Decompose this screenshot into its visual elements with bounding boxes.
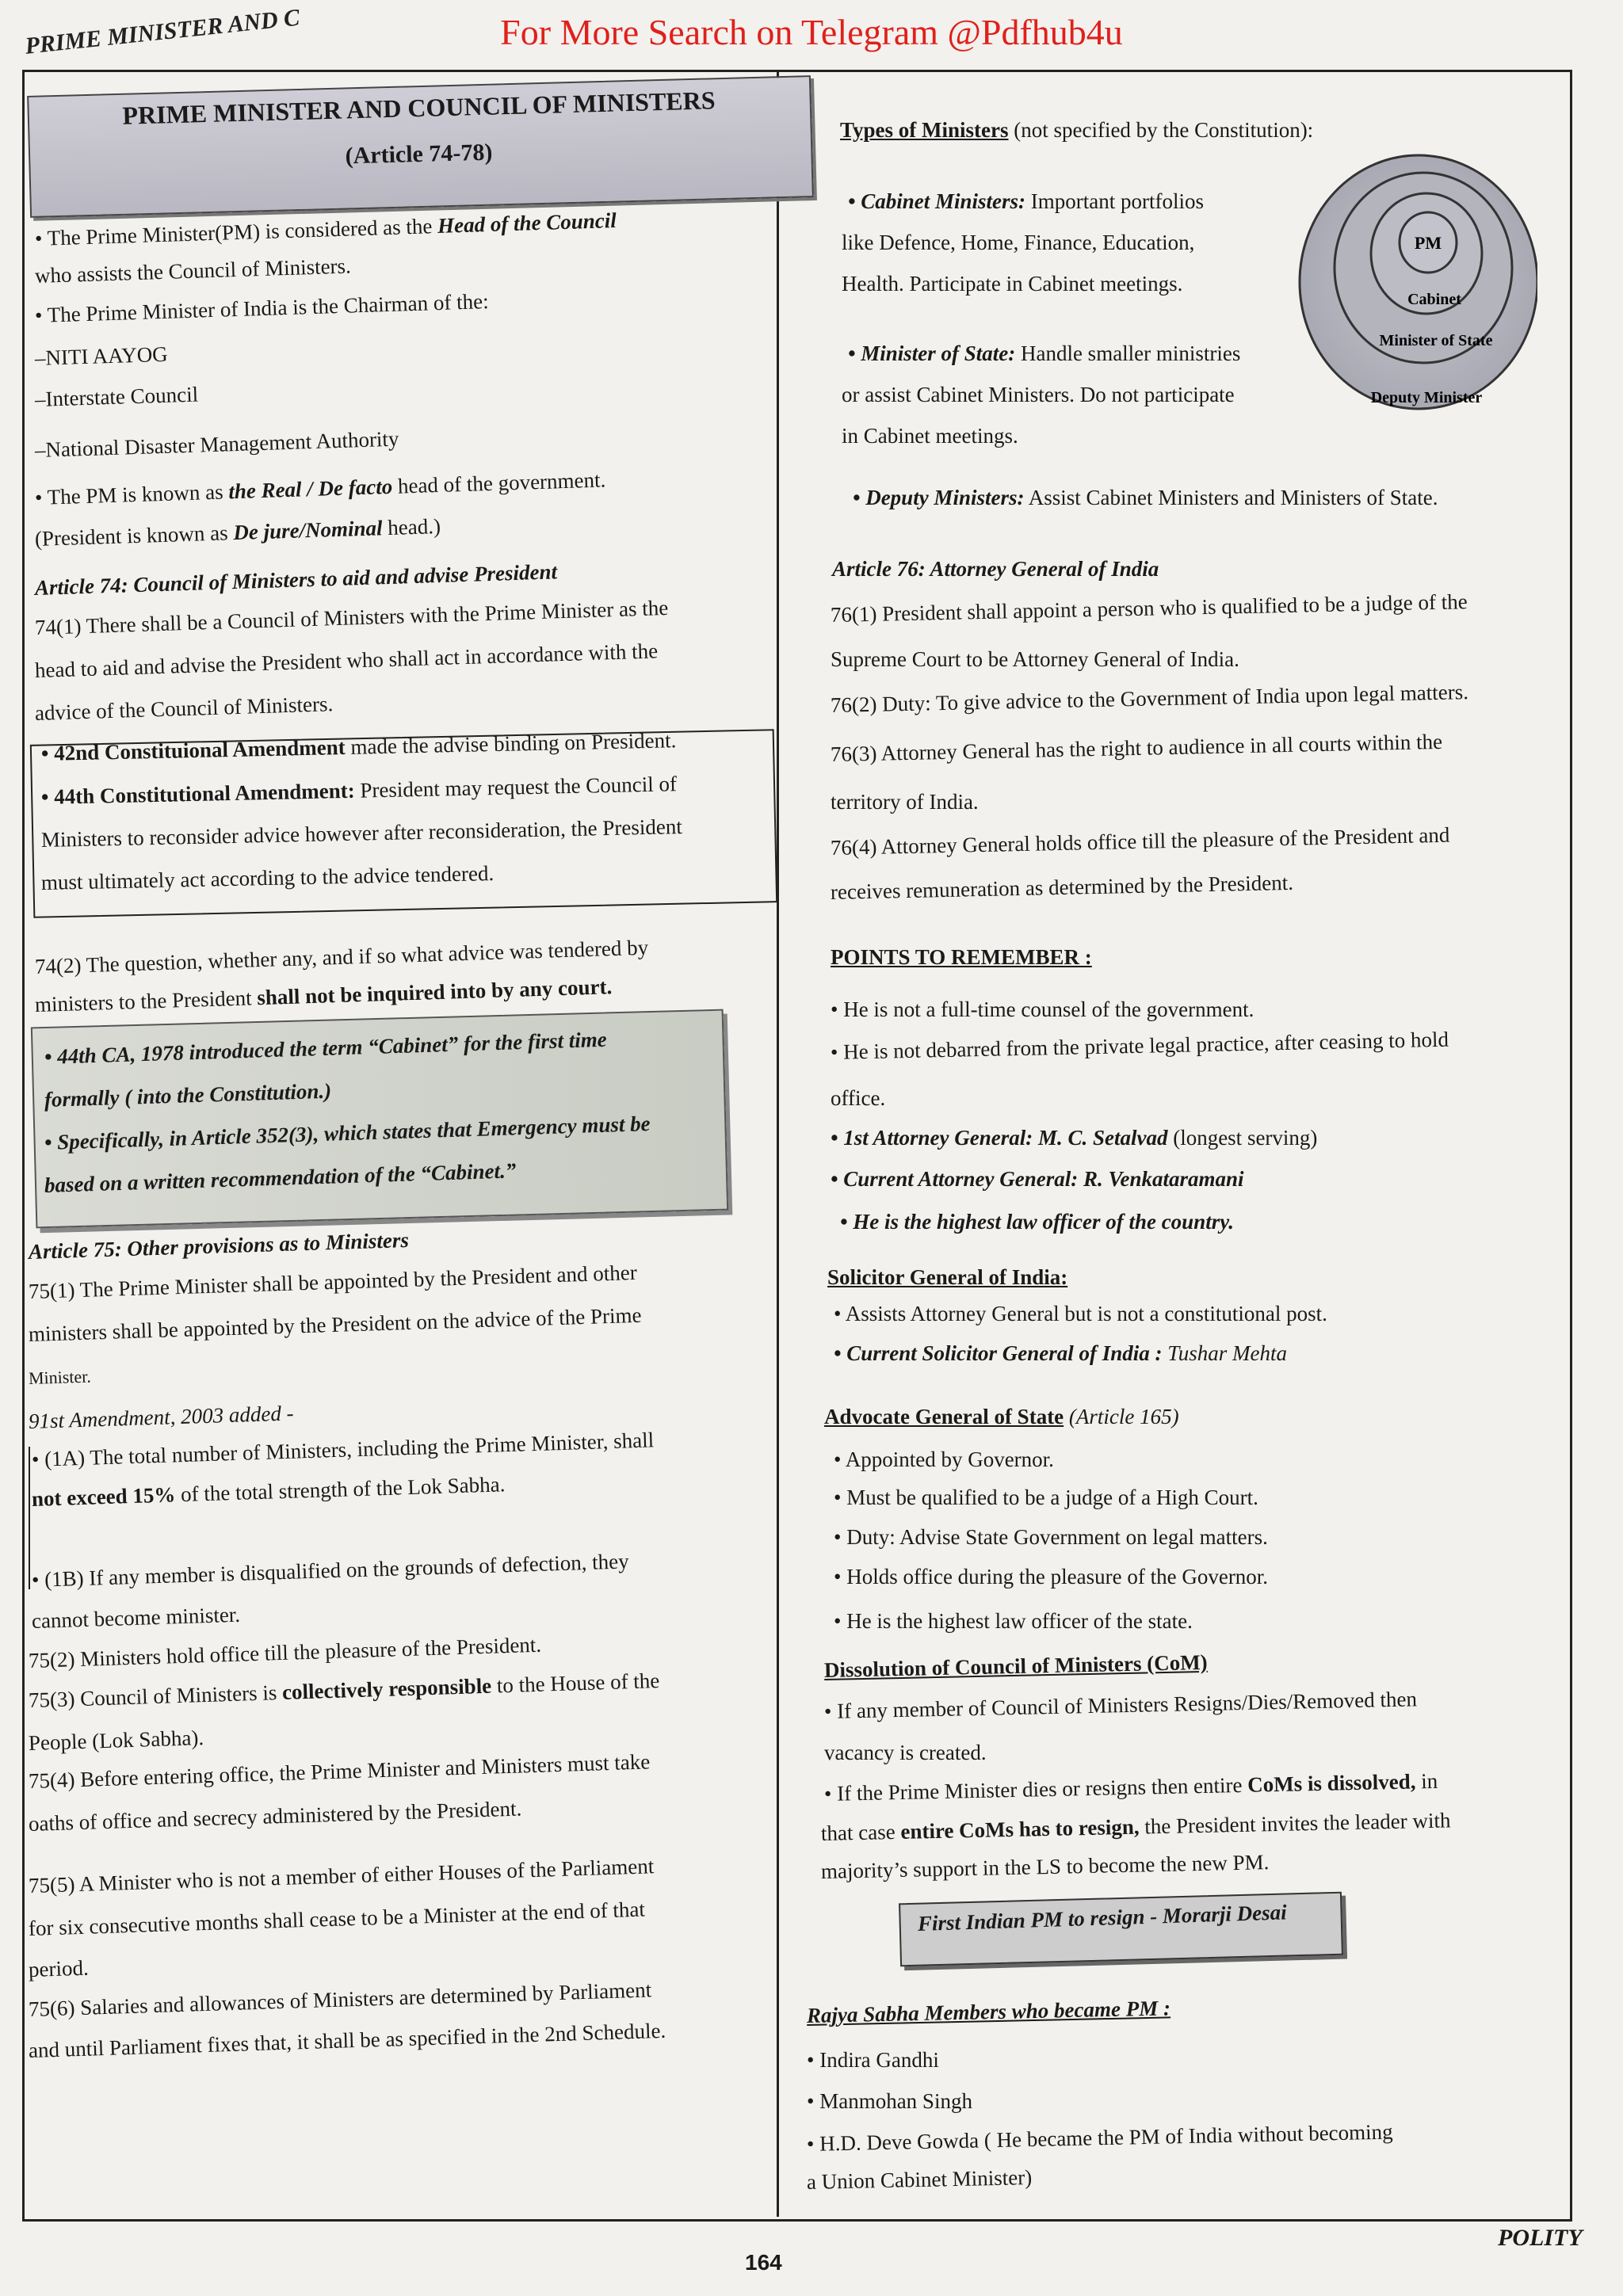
list-item: • Assists Attorney General but is not a constitutional post. — [834, 1302, 1327, 1325]
list-item: office. — [831, 1086, 886, 1110]
list-item: a Union Cabinet Minister) — [806, 2165, 1033, 2194]
list-item: • Current Solicitor General of India : Tushar Mehta — [834, 1341, 1288, 1365]
rajya-sabha-heading: Rajya Sabha Members who became PM : — [806, 1996, 1171, 2027]
advocate-heading: Advocate General of State (Article 165) — [824, 1405, 1179, 1428]
text-line: based on a written recommendation of the “Cabinet.” — [44, 1158, 517, 1197]
text-line: • (1A) The total number of Ministers, including the Prime Minister, shall — [31, 1428, 655, 1471]
text-line: 75(4) Before entering office, the Prime Minister and Ministers must take — [28, 1749, 651, 1793]
text-line: cannot become minister. — [31, 1602, 241, 1633]
text-line: that case entire CoMs has to resign, the President invites the leader with — [820, 1808, 1451, 1845]
mos-label: Minister of State — [1379, 332, 1493, 349]
text-line: 75(2) Ministers hold office till the pleasure of the President. — [28, 1632, 542, 1672]
amendment-91-label: 91st Amendment, 2003 added - — [28, 1401, 294, 1433]
points-heading: POINTS TO REMEMBER : — [831, 945, 1092, 969]
text-line: People (Lok Sabha). — [28, 1726, 204, 1755]
dissolution-heading: Dissolution of Council of Ministers (CoM) — [823, 1650, 1208, 1682]
text-line: • If the Prime Minister dies or resigns then entire CoMs is dissolved, in — [823, 1768, 1438, 1806]
text-line: 75(6) Salaries and allowances of Ministers are determined by Parliament — [28, 1978, 652, 2021]
footer-section-tag: POLITY — [1498, 2225, 1583, 2251]
text-line: for six consecutive months shall cease to be a Minister at the end of that — [28, 1897, 646, 1940]
article-76-heading: Article 76: Attorney General of India — [832, 557, 1159, 581]
text-line: Minister. — [28, 1366, 92, 1388]
text-line: • If any member of Council of Ministers Resigns/Dies/Removed then — [823, 1687, 1418, 1723]
article-74-heading: Article 74: Council of Ministers to aid and advise President — [34, 559, 558, 600]
text-line: 74(1) There shall be a Council of Ministers with the Prime Minister as the — [34, 595, 669, 639]
list-item: –NITI AAYOG — [34, 341, 169, 370]
running-head: PRIME MINISTER AND C — [24, 4, 301, 59]
text-line: and until Parliament fixes that, it shall be as specified in the 2nd Schedule. — [28, 2018, 666, 2062]
list-item: • Manmohan Singh — [807, 2089, 972, 2113]
text-line: • Deputy Ministers: Assist Cabinet Ministers and Ministers of State. — [853, 486, 1438, 509]
text-line: receives remuneration as determined by the President. — [830, 870, 1294, 904]
types-heading: Types of Ministers (not specified by the Constitution): — [840, 118, 1314, 142]
text-line: • Specifically, in Article 352(3), which states that Emergency must be — [44, 1111, 651, 1154]
text-line: formally ( into the Constitution.) — [44, 1078, 332, 1112]
text-line: 76(1) President shall appoint a person who is qualified to be a judge of the — [830, 589, 1468, 627]
text-line: • Cabinet Ministers: Important portfolios — [848, 189, 1204, 213]
text-line: 75(1) The Prime Minister shall be appointed by the President and other — [28, 1260, 638, 1303]
list-item: • He is the highest law officer of the country. — [840, 1210, 1234, 1234]
text-line: 75(5) A Minister who is not a member of either Houses of the Parliament — [28, 1854, 655, 1897]
text-line: vacancy is created. — [824, 1741, 987, 1764]
column-divider — [777, 70, 779, 2217]
first-pm-resign: First Indian PM to resign - Morarji Desai — [917, 1900, 1288, 1936]
solicitor-heading: Solicitor General of India: — [827, 1265, 1068, 1289]
text-line: • 44th CA, 1978 introduced the term “Cabinet” for the first time — [44, 1027, 608, 1069]
list-item: • He is the highest law officer of the state. — [834, 1609, 1193, 1633]
text-line: 76(4) Attorney General holds office till the pleasure of the President and — [830, 822, 1450, 860]
list-item: • Duty: Advise State Government on legal matters. — [834, 1525, 1268, 1549]
list-item: • Indira Gandhi — [807, 2048, 939, 2072]
pm-head-line: • The Prime Minister(PM) is considered as the Head of the Council — [34, 208, 617, 250]
list-item: • He is not debarred from the private legal practice, after ceasing to hold — [830, 1027, 1449, 1064]
text-line: 74(2) The question, whether any, and if so what advice was tendered by — [34, 935, 649, 978]
list-item: • Holds office during the pleasure of the Governor. — [834, 1565, 1269, 1589]
list-item: –Interstate Council — [34, 382, 199, 411]
list-item: –National Disaster Management Authority — [34, 426, 399, 462]
pm-label: PM — [1414, 233, 1442, 253]
text-line: period. — [28, 1955, 90, 1981]
text-line: Ministers to reconsider advice however after reconsideration, the President — [40, 814, 683, 852]
text-line: 76(2) Duty: To give advice to the Government of India upon legal matters. — [830, 680, 1469, 717]
text-line: head to aid and advise the President who shall act in accordance with the — [34, 639, 659, 682]
text-line: majority’s support in the LS to become the new PM. — [820, 1850, 1270, 1883]
list-item: • Current Attorney General: R. Venkataramani — [831, 1167, 1244, 1191]
text-line: like Defence, Home, Finance, Education, — [842, 231, 1195, 254]
text-line: Supreme Court to be Attorney General of India. — [831, 647, 1239, 671]
text-line: 75(3) Council of Ministers is collectively responsible to the House of the — [28, 1668, 660, 1712]
telegram-banner: For More Search on Telegram @Pdfhub4u — [500, 12, 1123, 52]
page-number: 164 — [745, 2250, 782, 2275]
text-line: who assists the Council of Ministers. — [34, 254, 352, 288]
text-line: or assist Cabinet Ministers. Do not participate — [842, 383, 1235, 406]
text-line: Health. Participate in Cabinet meetings. — [842, 272, 1183, 296]
list-item: • 1st Attorney General: M. C. Setalvad (longest serving) — [831, 1126, 1318, 1150]
text-line: 76(3) Attorney General has the right to audience in all courts within the — [830, 729, 1443, 766]
text-line: ministers to the President shall not be inquired into by any court. — [34, 974, 613, 1016]
text-line: advice of the Council of Ministers. — [34, 692, 334, 725]
text-line: must ultimately act according to the advice tendered. — [40, 861, 495, 894]
text-line: (President is known as De jure/Nominal head.) — [34, 513, 441, 551]
article-75-heading: Article 75: Other provisions as to Ministers — [28, 1227, 410, 1264]
list-item: • Appointed by Governor. — [834, 1447, 1054, 1471]
text-line: ministers shall be appointed by the President on the advice of the Prime — [28, 1302, 642, 1346]
page-subtitle: (Article 74-78) — [345, 139, 493, 170]
text-line: • The Prime Minister of India is the Chairman of the: — [34, 289, 490, 327]
text-line: • Minister of State: Handle smaller ministries — [848, 341, 1241, 365]
text-line: • 44th Constitutional Amendment: President may request the Council of — [40, 772, 678, 809]
text-line: • The PM is known as the Real / De facto head of the government. — [34, 467, 606, 509]
cabinet-label: Cabinet — [1407, 291, 1461, 308]
list-item: • H.D. Deve Gowda ( He became the PM of India without becoming — [806, 2119, 1393, 2156]
ministers-diagram — [1284, 149, 1537, 426]
text-line: territory of India. — [831, 790, 979, 814]
list-item: • Must be qualified to be a judge of a High Court. — [834, 1486, 1258, 1509]
page-title: PRIME MINISTER AND COUNCIL OF MINISTERS — [122, 86, 716, 130]
deputy-label: Deputy Minister — [1370, 389, 1483, 406]
text-line: • 42nd Constituional Amendment made the advise binding on President. — [40, 728, 677, 765]
bracket-line — [29, 1447, 30, 1589]
text-line: • (1B) If any member is disqualified on the grounds of defection, they — [31, 1549, 630, 1592]
text-line: oaths of office and secrecy administered by the President. — [28, 1796, 522, 1836]
list-item: • He is not a full-time counsel of the government. — [831, 997, 1254, 1021]
text-line: not exceed 15% of the total strength of the Lok Sabha. — [31, 1472, 506, 1511]
text-line: in Cabinet meetings. — [842, 424, 1018, 448]
